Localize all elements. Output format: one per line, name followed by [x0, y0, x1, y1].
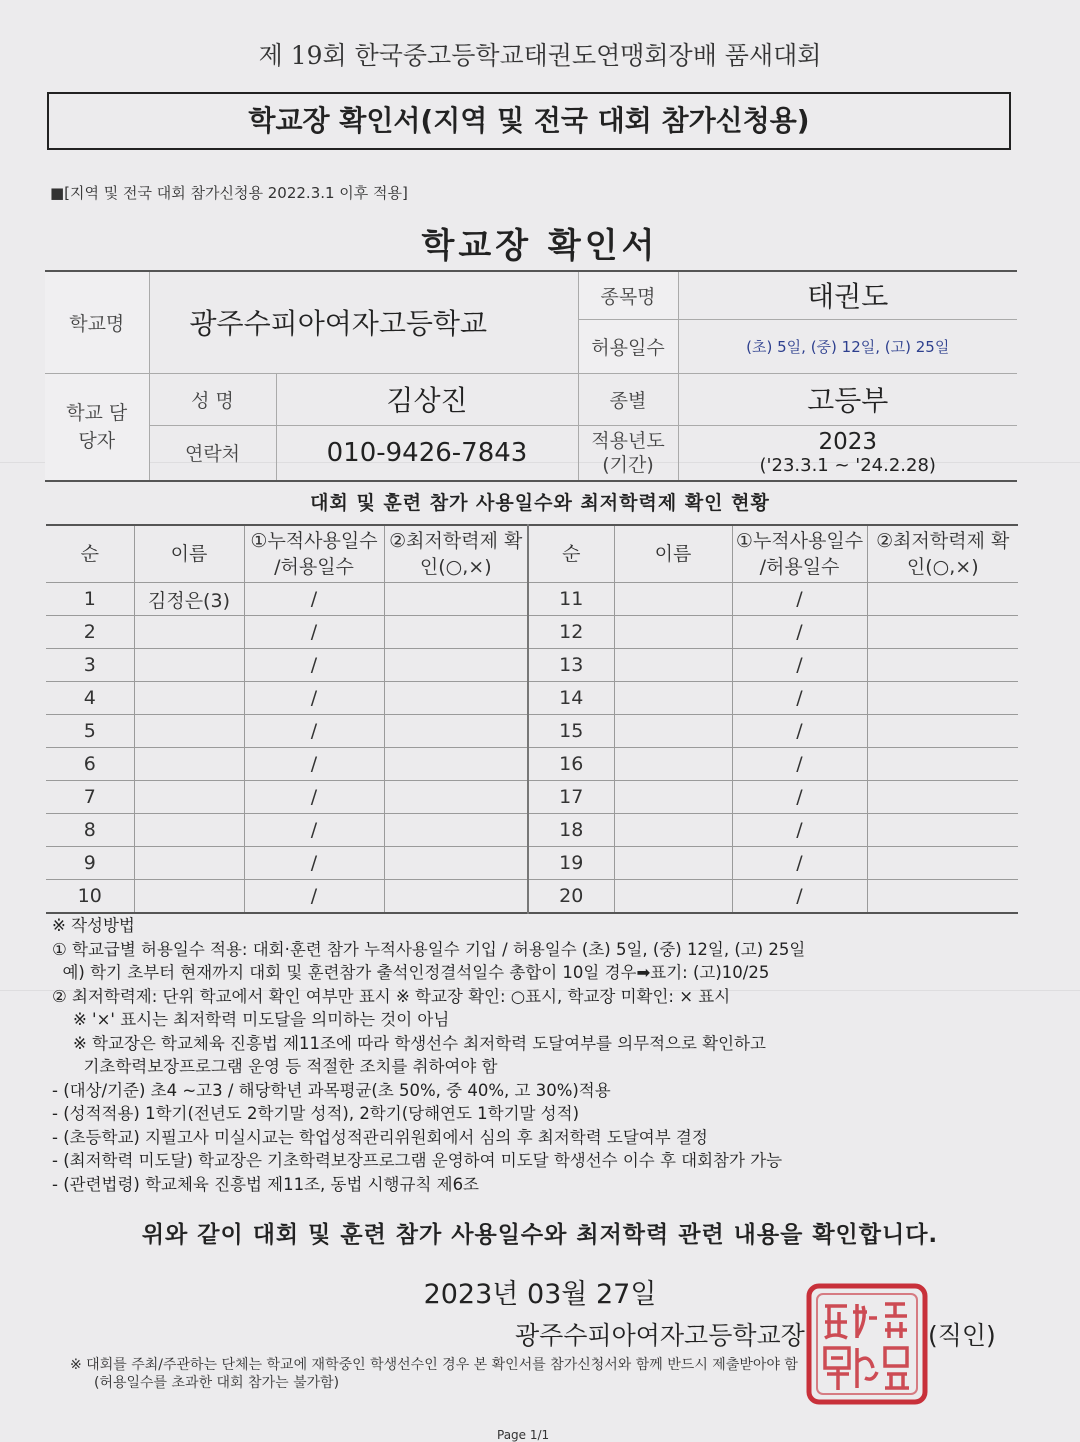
table-row [46, 880, 1018, 914]
cell-academic [867, 715, 1018, 748]
table-row [46, 616, 1018, 649]
table-row [46, 583, 1018, 616]
footnote [70, 1356, 798, 1392]
cell-days: / [244, 715, 384, 748]
cell-no: 20 [528, 880, 614, 914]
header-no: 순 [528, 525, 614, 583]
cell-no: 13 [528, 649, 614, 682]
section-title: 대회 및 훈련 참가 사용일수와 최저학력제 확인 현황 [310, 492, 770, 514]
cell-no: 5 [46, 715, 134, 748]
table-row [46, 715, 1018, 748]
instruction-line: ※ 학교장은 학교체육 진흥법 제11조에 따라 학생선수 최저학력 도달여부를 의무적으로 확인하고 [52, 1033, 766, 1053]
header-days: ①누적사용일수 /허용일수 [732, 525, 867, 583]
cell-name [134, 847, 244, 880]
header-academic: ②최저학력제 확인(○,×) [867, 525, 1018, 583]
cell-days: / [732, 649, 867, 682]
header-days: ①누적사용일수 /허용일수 [244, 525, 384, 583]
instruction-line: - (초등학교) 지필고사 미실시교는 학업성적관리위원회에서 심의 후 최저학력 도달여부 결정 [52, 1127, 708, 1147]
name-value: 김상진 [276, 373, 578, 425]
table-row [46, 847, 1018, 880]
table-row [46, 748, 1018, 781]
cell-name [614, 880, 732, 914]
cell-days: / [244, 583, 384, 616]
sport-label: 종목명 [578, 271, 678, 319]
cell-name [134, 715, 244, 748]
cell-name [614, 649, 732, 682]
cell-days: / [244, 880, 384, 914]
instruction-line: ② 최저학력제: 단위 학교에서 확인 여부만 표시 ※ 학교장 확인: ○표시, 학교장 미확인: × 표시 [52, 986, 731, 1006]
cell-academic [384, 880, 528, 914]
sport-value: 태권도 [678, 271, 1017, 319]
cell-name [134, 880, 244, 914]
cell-days: / [732, 682, 867, 715]
instruction-line: 예) 학기 초부터 현재까지 대회 및 훈련참가 출석인정결석일수 총합이 10일 경우➡표기: (고)10/25 [52, 963, 770, 982]
cell-no: 18 [528, 814, 614, 847]
cell-days: / [732, 781, 867, 814]
cell-days: / [732, 616, 867, 649]
cell-no: 3 [46, 649, 134, 682]
cell-academic [384, 682, 528, 715]
cell-days: / [244, 748, 384, 781]
cell-days: / [732, 880, 867, 914]
footnote-line: (허용일수를 초과한 대회 참가는 불가함) [94, 1375, 340, 1391]
table-row [46, 781, 1018, 814]
cell-days: / [244, 847, 384, 880]
cell-no: 4 [46, 682, 134, 715]
cell-academic [384, 715, 528, 748]
school-name-label: 학교명 [45, 271, 149, 373]
year-value: 2023 [818, 428, 878, 455]
instruction-line: - (대상/기준) 초4 ~고3 / 해당학년 과목평균(초 50%, 중 40%, 고 30%)적용 [52, 1080, 611, 1100]
cell-academic [384, 649, 528, 682]
year-period: ('23.3.1 ~ '24.2.28) [759, 454, 936, 476]
instruction-line: - (최저학력 미도달) 학교장은 기초학력보장프로그램 운영하여 미도달 학생선수 이수 후 대회참가 가능 [52, 1151, 783, 1170]
cell-academic [867, 814, 1018, 847]
page-number: Page 1/1 [497, 1428, 550, 1442]
instruction-line: - (관련법령) 학교체육 진흥법 제11조, 동법 시행규칙 제6조 [52, 1174, 479, 1194]
cell-name [134, 748, 244, 781]
instruction-line: ① 학교급별 허용일수 적용: 대회·훈련 참가 누적사용일수 기입 / 허용일수 (초) 5일, (중) 12일, (고) 25일 [52, 939, 806, 959]
cell-name [614, 814, 732, 847]
cell-name [614, 616, 732, 649]
cell-academic [867, 748, 1018, 781]
allowed-days-label: 허용일수 [578, 319, 678, 373]
header-academic: ②최저학력제 확인(○,×) [384, 525, 528, 583]
cell-no: 6 [46, 748, 134, 781]
header-name: 이름 [134, 525, 244, 583]
cell-days: / [244, 616, 384, 649]
school-name-value: 광주수피아여자고등학교 [149, 271, 578, 373]
table-row [46, 814, 1018, 847]
cell-days: / [732, 715, 867, 748]
cell-days: / [732, 847, 867, 880]
seal-label: (직인) [928, 1321, 996, 1350]
cell-name [614, 583, 732, 616]
cell-academic [867, 649, 1018, 682]
cell-no: 12 [528, 616, 614, 649]
cell-days: / [244, 682, 384, 715]
cell-no: 11 [528, 583, 614, 616]
header-no: 순 [46, 525, 134, 583]
cell-no: 16 [528, 748, 614, 781]
document-date: 2023년 03월 27일 [423, 1279, 657, 1310]
cell-days: / [244, 814, 384, 847]
cell-days: / [244, 781, 384, 814]
division-label: 종별 [578, 373, 678, 425]
participation-table [46, 524, 1018, 914]
cell-academic [867, 781, 1018, 814]
cell-name [134, 682, 244, 715]
cell-name [614, 781, 732, 814]
cell-academic [384, 616, 528, 649]
signer-name: 광주수피아여자고등학교장 [515, 1321, 805, 1350]
official-seal-stamp [805, 1282, 929, 1406]
participation-table-body [46, 583, 1018, 914]
cell-academic [384, 814, 528, 847]
school-info-table [45, 270, 1017, 482]
instruction-line: ※ '×' 표시는 최저학력 미도달을 의미하는 것이 아님 [52, 1010, 450, 1029]
header-name: 이름 [614, 525, 732, 583]
cell-academic [384, 583, 528, 616]
cell-academic [867, 847, 1018, 880]
confirmation-statement: 위와 같이 대회 및 훈련 참가 사용일수와 최저학력 관련 내용을 확인합니다. [141, 1222, 939, 1248]
instruction-line: ※ 작성방법 [52, 916, 135, 935]
cell-name [134, 814, 244, 847]
applicability-note: ■[지역 및 전국 대회 참가신청용 2022.3.1 이후 적용] [50, 184, 408, 202]
cell-academic [867, 583, 1018, 616]
cell-name [614, 682, 732, 715]
cell-days: / [732, 814, 867, 847]
cell-academic [867, 682, 1018, 715]
cell-no: 14 [528, 682, 614, 715]
contact-person-label: 학교 담당자 [45, 373, 149, 481]
cell-academic [384, 847, 528, 880]
cell-no: 10 [46, 880, 134, 914]
cell-academic [867, 616, 1018, 649]
cell-no: 15 [528, 715, 614, 748]
phone-label: 연락처 [149, 425, 276, 481]
cell-name [614, 847, 732, 880]
cell-name [614, 715, 732, 748]
year-label: 적용년도 (기간) [578, 425, 678, 481]
cell-name [134, 616, 244, 649]
cell-no: 2 [46, 616, 134, 649]
cell-academic [867, 880, 1018, 914]
cell-no: 8 [46, 814, 134, 847]
instruction-line: 기초학력보장프로그램 운영 등 적절한 조치를 취하여야 함 [52, 1057, 498, 1076]
document-title: 학교장 확인서 [421, 226, 659, 266]
cell-academic [384, 748, 528, 781]
cell-name [134, 649, 244, 682]
table-row [46, 682, 1018, 715]
cell-academic [384, 781, 528, 814]
cell-name [134, 781, 244, 814]
instruction-line: - (성적적용) 1학기(전년도 2학기말 성적), 2학기(당해연도 1학기말 성적) [52, 1104, 580, 1123]
cell-days: / [732, 748, 867, 781]
cell-no: 9 [46, 847, 134, 880]
cell-no: 1 [46, 583, 134, 616]
cell-name: 김정은(3) [134, 583, 244, 616]
document-box-title: 학교장 확인서(지역 및 전국 대회 참가신청용) [47, 92, 1011, 150]
footnote-line: ※ 대회를 주최/주관하는 단체는 학교에 재학중인 학생선수인 경우 본 확인서를 참가신청서와 함께 반드시 제출받아야 함 [70, 1357, 798, 1373]
cell-no: 17 [528, 781, 614, 814]
cell-no: 19 [528, 847, 614, 880]
instructions [52, 914, 805, 1196]
allowed-days-value: (초) 5일, (중) 12일, (고) 25일 [678, 319, 1017, 373]
table-row [46, 649, 1018, 682]
division-value: 고등부 [678, 373, 1017, 425]
cell-days: / [732, 583, 867, 616]
cell-days: / [244, 649, 384, 682]
cell-no: 7 [46, 781, 134, 814]
name-label: 성 명 [149, 373, 276, 425]
event-title: 제 19회 한국중고등학교태권도연맹회장배 품새대회 [258, 41, 822, 70]
year-cell [678, 425, 1017, 481]
phone-value: 010-9426-7843 [276, 425, 578, 481]
cell-name [614, 748, 732, 781]
